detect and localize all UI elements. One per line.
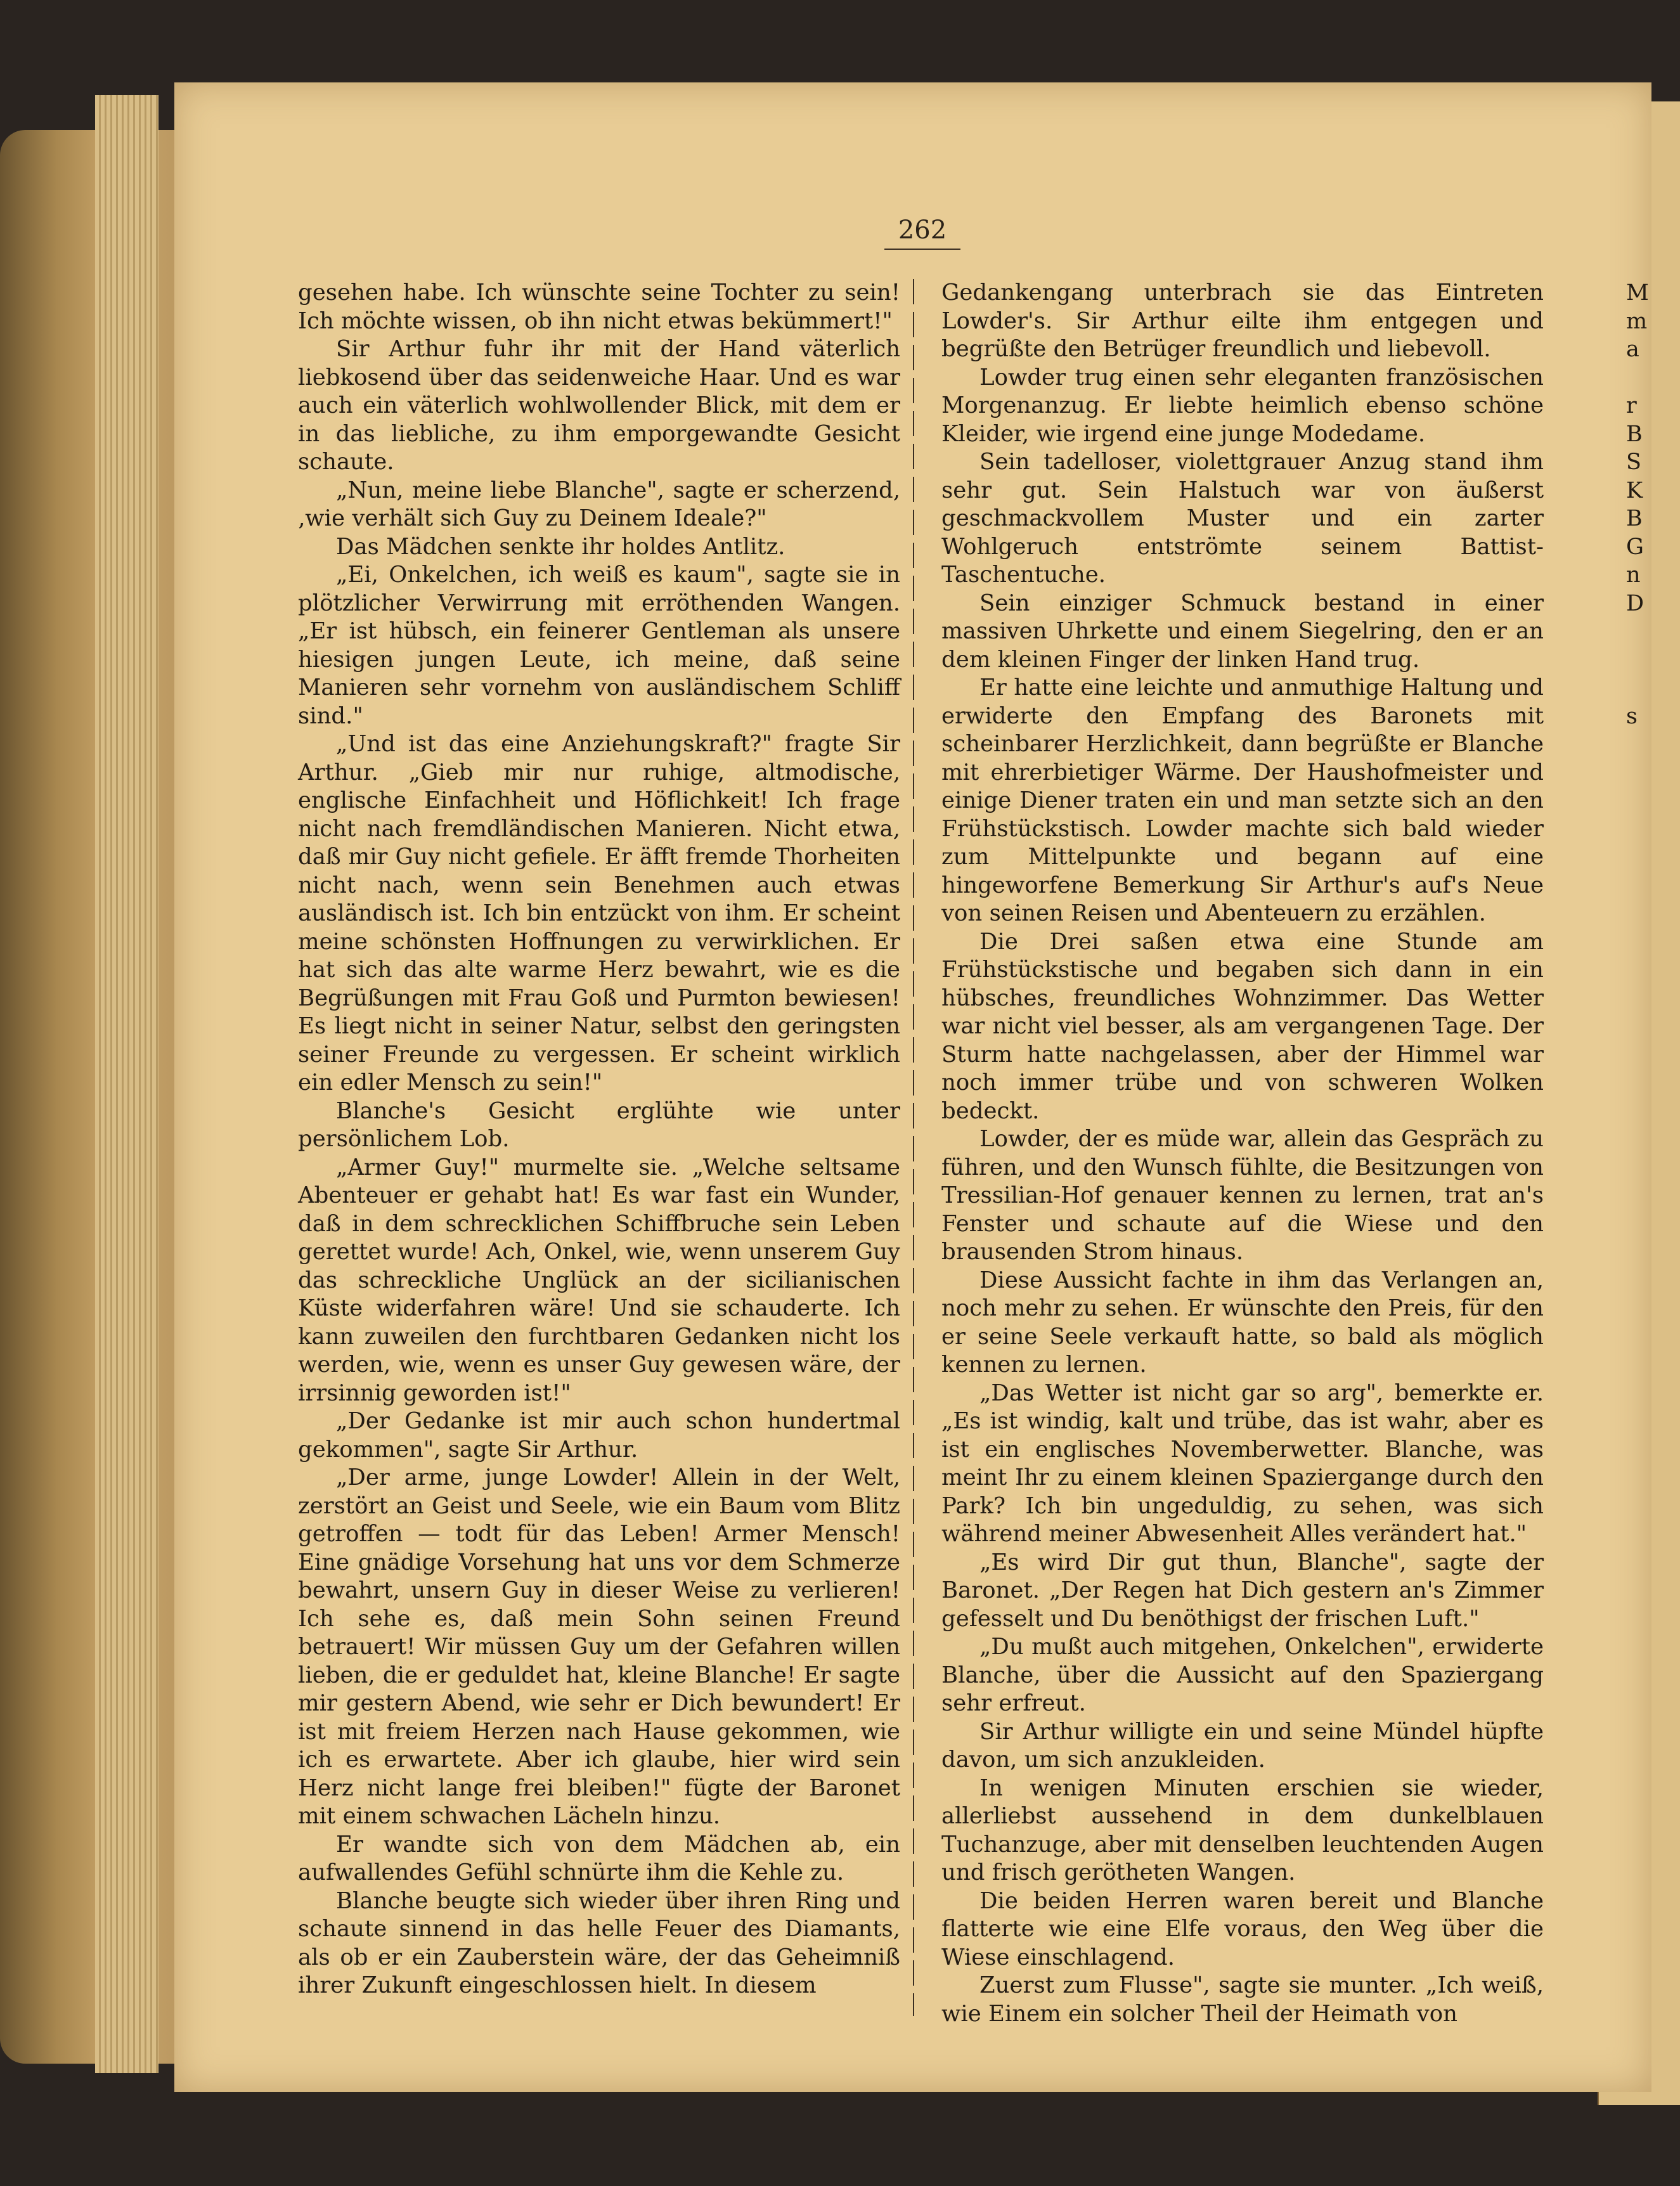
paragraph: „Der arme, junge Lowder! Allein in der Welt, zerstört an Geist und Seele, wie ein Baum vom Blitz getroffen — todt für das Leben! Armer Mensch! Eine gnädige Vorsehung hat uns vor dem Schmerze bewahrt, unsern Guy in dieser Weise zu verlieren! Ich sehe es, daß mein Sohn seinen Freund betrauert! Wir müssen Guy um der Gefahren willen lieben, die er geduldet hat, kleine Blanche! Er sagte mir gestern Abend, wie sehr er Dich bewundert! Er ist mit freiem Herzen nach Hause gekommen, wie ich es erwartete. Aber ich glaube, hier wird sein Herz nicht lange frei bleiben!" fügte der Baronet mit einem schwachen Lächeln hinzu. [298,1465,900,1829]
margin-letter: M [1626,280,1649,306]
margin-letter: B [1626,421,1643,447]
paragraph: Blanche beugte sich wieder über ihren Ring und schaute sinnend in das helle Feuer des Diamants, als ob er ein Zauberstein wäre, der das Geheimniß ihrer Zukunft eingeschlossen hielt. In diesem [298,1887,900,1998]
margin-letter [1626,364,1677,392]
margin-letter: m [1626,308,1648,334]
margin-letter: K [1626,477,1643,503]
paragraph: „Der Gedanke ist mir auch schon hundertmal gekommen", sagte Sir Arthur. [298,1408,900,1463]
margin-letter: G [1626,534,1644,560]
paragraph: „Du mußt auch mitgehen, Onkelchen", erwiderte Blanche, über die Aussicht auf den Spaziergang sehr erfreut. [941,1634,1544,1716]
paragraph: „Ei, Onkelchen, ich weiß es kaum", sagte sie in plötzlicher Verwirrung mit erröthenden Wangen. „Er ist hübsch, ein feinerer Gentleman als unsere hiesigen jungen Leute, ich meine, daß seine Manieren sehr vornehm von ausländischem Schliff sind." [298,562,900,729]
paragraph: Blanche's Gesicht erglühte wie unter persönlichem Lob. [298,1097,900,1152]
margin-letter: r [1626,393,1637,418]
paragraph: „Und ist das eine Anziehungskraft?" fragte Sir Arthur. „Gieb mir nur ruhige, altmodische, englische Einfachheit und Höflichkeit! Ich frage nicht nach fremdländischen Manieren. Nicht etwa, daß mir Guy nicht gefiele. Er äfft fremde Thorheiten nicht nach, wenn sein Benehmen auch etwas ausländisch ist. Ich bin entzückt von ihm. Er scheint meine schönsten Hoffnungen zu verwirklichen. Er hat sich das alte warme Herz bewahrt, wie es die Begrüßungen mit Frau Goß und Purmton bewiesen! Es liegt nicht in seiner Natur, selbst den geringsten seiner Freunde zu vergessen. Er scheint wirklich ein edler Mensch zu sein!" [298,731,900,1096]
paragraph: In wenigen Minuten erschien sie wieder, allerliebst aussehend in dem dunkelblauen Tuchanzuge, aber mit denselben leuchtenden Augen und frisch gerötheten Wangen. [941,1775,1544,1885]
page-number: 262 [884,216,960,250]
paragraph: Diese Aussicht fachte in ihm das Verlangen an, noch mehr zu sehen. Er wünschte den Preis, für den er seine Seele verkauft hatte, so bald als möglich kennen zu lernen. [941,1267,1544,1378]
paragraph: gesehen habe. Ich wünschte seine Tochter zu sein! Ich möchte wissen, ob ihn nicht etwas bekümmert!" [298,280,900,334]
margin-letter: s [1626,703,1638,729]
paragraph: „Es wird Dir gut thun, Blanche", sagte der Baronet. „Der Regen hat Dich gestern an's Zimmer gefesselt und Du benöthigst der frischen Luft." [941,1549,1544,1632]
paragraph: Die beiden Herren waren bereit und Blanche flatterte wie eine Elfe voraus, den Weg über die Wiese einschlagend. [941,1887,1544,1970]
paragraph: Das Mädchen senkte ihr holdes Antlitz. [336,533,785,560]
margin-letter: S [1626,449,1641,475]
paragraph: „Armer Guy!" murmelte sie. „Welche seltsame Abenteuer er gehabt hat! Es war fast ein Wunder, daß in dem schrecklichen Schiffbruche sein Leben gerettet wurde! Ach, Onkel, wie, wenn unserem Guy das schreckliche Unglück an der sicilianischen Küste widerfahren wäre! Und sie schauderte. Ich kann zuweilen den furchtbaren Gedanken nicht los werden, wie, wenn es unser Guy gewesen wäre, der irrsinnig geworden ist!" [298,1154,900,1406]
margin-letter: D [1626,590,1644,616]
paragraph: Zuerst zum Flusse", sagte sie munter. „Ich weiß, wie Einem ein solcher Theil der Heimath von [941,1972,1544,2027]
paragraph: Gedankengang unterbrach sie das Eintreten Lowder's. Sir Arthur eilte ihm entgegen und begrüßte den Betrüger freundlich und liebevoll. [941,280,1544,362]
margin-letter: a [1626,337,1639,362]
column-divider [913,279,914,2016]
left-column [298,279,900,2000]
paragraph: Sein einziger Schmuck bestand in einer massiven Uhrkette und einem Siegelring, den er an dem kleinen Finger der linken Hand trug. [941,590,1544,673]
right-column [941,279,1544,2028]
margin-letter: n [1626,562,1641,588]
paragraph: Er hatte eine leichte und anmuthige Haltung und erwiderte den Empfang des Baronets mit scheinbarer Herzlichkeit, dann begrüßte er Blanche mit ehrerbietiger Wärme. Der Haushofmeister und einige Diener traten ein und man setzte sich an den Frühstückstisch. Lowder machte sich bald wieder zum Mittelpunkte und begann auf eine hingeworfene Bemerkung Sir Arthur's auf's Neue von seinen Reisen und Abenteuern zu erzählen. [941,675,1544,926]
paragraph: Lowder trug einen sehr eleganten französischen Morgenanzug. Er liebte heimlich ebenso schöne Kleider, wie irgend eine junge Modedame. [941,364,1544,447]
paragraph: „Das Wetter ist nicht gar so arg", bemerkte er. „Es ist windig, kalt und trübe, das ist wahr, aber es ist ein englisches Novemberwetter. Blanche, was meint Ihr zu einem kleinen Spaziergange durch den Park? Ich bin ungeduldig, zu sehen, was sich während meiner Abwesenheit Alles verändert hat." [941,1380,1544,1547]
paragraph: „Nun, meine liebe Blanche", sagte er scherzend, ‚wie verhält sich Guy zu Deinem Ideale?" [298,477,900,531]
page-stack [95,95,158,2073]
paragraph: Er wandte sich von dem Mädchen ab, ein aufwallendes Gefühl schnürte ihm die Kehle zu. [298,1831,900,1885]
margin-letter [1626,674,1677,702]
paragraph: Sir Arthur willigte ein und seine Mündel hüpfte davon, um sich anzukleiden. [941,1718,1544,1773]
margin-letter [1626,618,1677,646]
margin-letter: B [1626,506,1643,531]
paragraph: Sein tadelloser, violettgrauer Anzug stand ihm sehr gut. Sein Halstuch war von äußerst geschmackvollem Muster und ein zarter Wohlgeruch entströmte seinem Battist-Taschentuche. [941,449,1544,588]
paragraph: Sir Arthur fuhr ihr mit der Hand väterlich liebkosend über das seidenweiche Haar. Und es war auch ein väterlich wohlwollender Blick, mit dem er in das liebliche, zu ihm emporgewandte Gesicht schaute. [298,336,900,475]
paragraph: Lowder, der es müde war, allein das Gespräch zu führen, und den Wunsch fühlte, die Besitzungen von Tressilian-Hof genauer kennen zu lernen, trat an's Fenster und schaute auf die Wiese und den brausenden Strom hinaus. [941,1126,1544,1265]
next-page-margin-text [1626,279,1677,730]
paragraph: Die Drei saßen etwa eine Stunde am Frühstückstische und begaben sich dann in ein hübsches, freundliches Wohnzimmer. Das Wetter war nicht viel besser, als am vergangenen Tage. Der Sturm hatte nachgelassen, aber der Himmel war noch immer trübe und von schweren Wolken bedeckt. [941,928,1544,1124]
margin-letter [1626,646,1677,675]
